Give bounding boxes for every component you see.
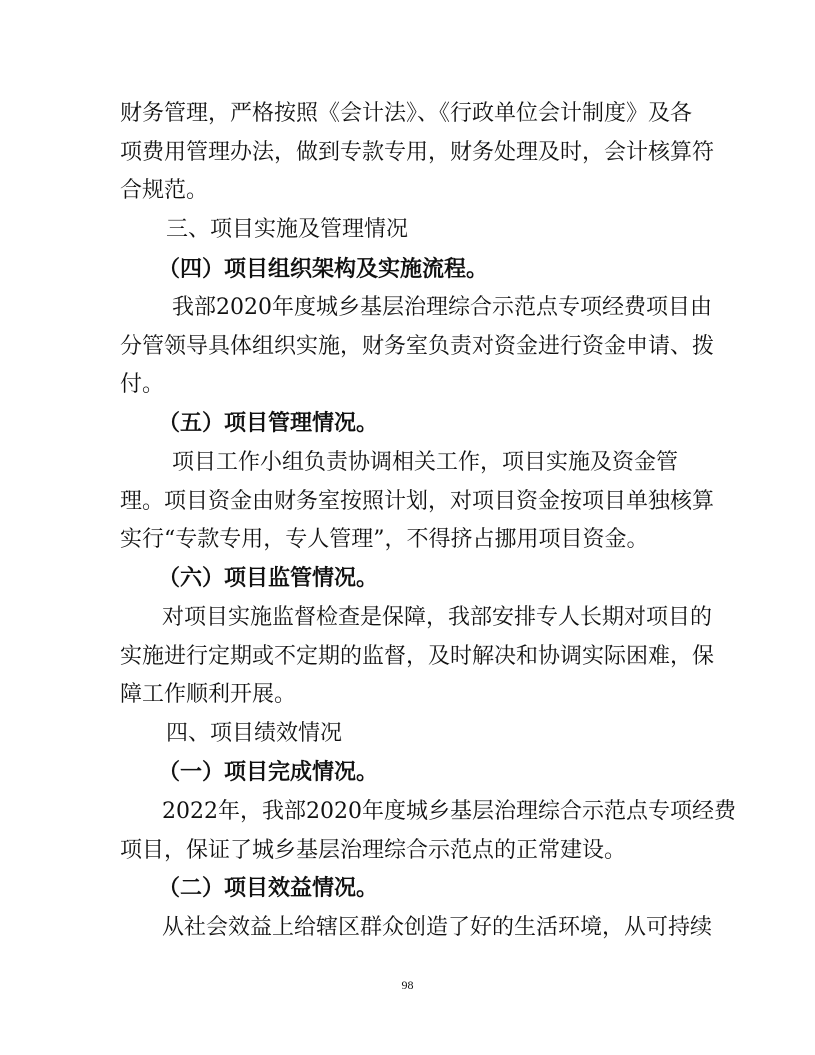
- body-text-line: 项目工作小组负责协调相关工作，项目实施及资金管: [172, 450, 679, 475]
- subsection-heading: （四）项目组织架构及实施流程。: [158, 257, 489, 282]
- body-text-line: 项费用管理办法，做到专款专用，财务处理及时，会计核算符: [120, 140, 715, 165]
- body-text-line: 我部2020年度城乡基层治理综合示范点专项经费项目由: [172, 295, 712, 320]
- page-number: 98: [401, 978, 414, 992]
- body-text-line: 对项目实施监督检查是保障，我部安排专人长期对项目的: [162, 605, 713, 630]
- body-text-line: 理。项目资金由财务室按照计划，对项目资金按项目单独核算: [120, 489, 715, 514]
- body-text-line: 项目，保证了城乡基层治理综合示范点的正常建设。: [120, 838, 627, 863]
- body-text-line: 分管领导具体组织实施，财务室负责对资金进行资金申请、拨: [120, 334, 715, 359]
- subsection-heading: （一）项目完成情况。: [158, 760, 379, 785]
- body-text-line: 2022年，我部2020年度城乡基层治理综合示范点专项经费: [162, 799, 736, 824]
- body-text-line: 障工作顺利开展。: [120, 682, 297, 707]
- subsection-heading: （二）项目效益情况。: [158, 876, 379, 901]
- body-text-line: 合规范。: [120, 178, 209, 203]
- subsection-heading: （六）项目监管情况。: [158, 566, 379, 591]
- body-text-line: 付。: [120, 372, 165, 397]
- body-text-line: 实施进行定期或不定期的监督，及时解决和协调实际困难，保: [120, 644, 715, 669]
- body-text-line: 财务管理，严格按照《会计法》、《行政单位会计制度》及各: [120, 101, 693, 126]
- body-text-line: 实行“专款专用，专人管理”，不得挤占挪用项目资金。: [120, 527, 649, 552]
- section-heading: 三、项目实施及管理情况: [166, 217, 409, 242]
- subsection-heading: （五）项目管理情况。: [158, 411, 379, 436]
- section-heading: 四、项目绩效情况: [166, 721, 343, 746]
- body-text-line: 从社会效益上给辖区群众创造了好的生活环境，从可持续: [162, 915, 713, 940]
